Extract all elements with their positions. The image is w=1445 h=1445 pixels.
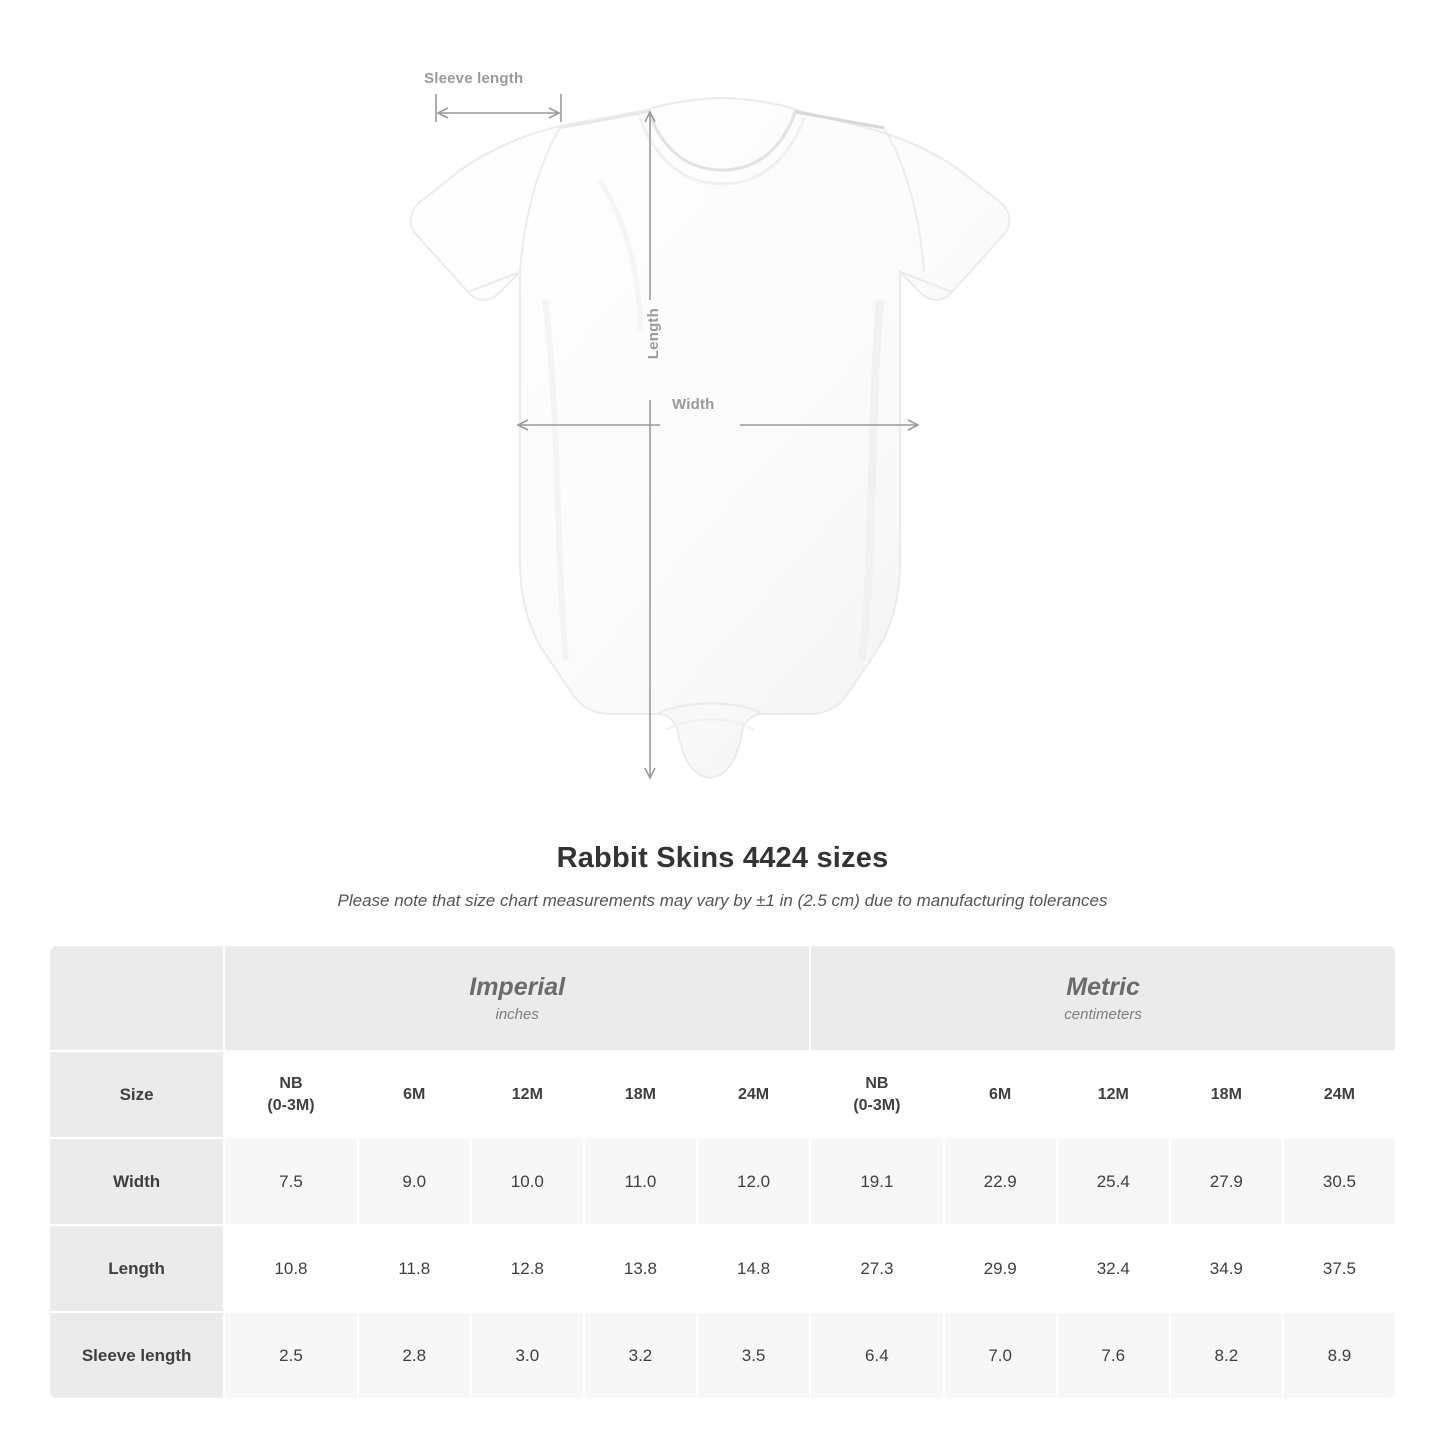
cell-length-imperial-nb: 10.8 bbox=[224, 1225, 357, 1312]
col-header-label: 12M bbox=[1097, 1085, 1129, 1103]
row-label-length: Length bbox=[49, 1225, 224, 1312]
unit-name-metric: Metric bbox=[1066, 972, 1140, 1001]
unit-sub-imperial: inches bbox=[495, 1006, 539, 1024]
row-label-width: Width bbox=[49, 1138, 224, 1225]
col-header-label: 12M bbox=[511, 1085, 543, 1103]
cell-sleeve-metric-nb: 6.4 bbox=[810, 1312, 943, 1399]
size-table bbox=[48, 944, 1397, 1400]
cell-width-metric-24m: 30.5 bbox=[1283, 1138, 1396, 1225]
col-header-imperial-6m bbox=[358, 1051, 471, 1138]
sleeve-dimension-line bbox=[436, 94, 561, 122]
cell-length-metric-24m: 37.5 bbox=[1283, 1225, 1396, 1312]
cell-sleeve-metric-6m: 7.0 bbox=[944, 1312, 1057, 1399]
col-header-label: 24M bbox=[738, 1085, 770, 1103]
size-header-row bbox=[49, 1051, 1396, 1138]
row-label-sleeve-length: Sleeve length bbox=[49, 1312, 224, 1399]
col-header-label: 6M bbox=[989, 1085, 1012, 1103]
size-table-wrapper bbox=[48, 944, 1397, 1400]
table-corner-cell bbox=[49, 945, 224, 1051]
length-label: Length bbox=[645, 308, 662, 360]
cell-length-imperial-6m: 11.8 bbox=[358, 1225, 471, 1312]
cell-sleeve-metric-24m: 8.9 bbox=[1283, 1312, 1396, 1399]
tolerance-note: Please note that size chart measurements may vary by ±1 in (2.5 cm) due to manufacturing tolerances bbox=[337, 891, 1108, 910]
unit-group-metric bbox=[810, 945, 1396, 1051]
col-header-metric-18m bbox=[1170, 1051, 1283, 1138]
cell-sleeve-imperial-24m: 3.5 bbox=[697, 1312, 810, 1399]
col-header-metric-6m bbox=[944, 1051, 1057, 1138]
cell-width-metric-6m: 22.9 bbox=[944, 1138, 1057, 1225]
unit-header-row bbox=[49, 945, 1396, 1051]
col-header-label: 6M bbox=[403, 1085, 426, 1103]
col-header-imperial-24m bbox=[697, 1051, 810, 1138]
title-block bbox=[0, 842, 1445, 911]
cell-length-metric-6m: 29.9 bbox=[944, 1225, 1057, 1312]
table-row bbox=[49, 1312, 1396, 1399]
col-header-label: 18M bbox=[1210, 1085, 1242, 1103]
table-row bbox=[49, 1225, 1396, 1312]
col-header-sub: (0-3M) bbox=[853, 1096, 901, 1114]
cell-width-imperial-24m: 12.0 bbox=[697, 1138, 810, 1225]
col-header-imperial-nb bbox=[224, 1051, 357, 1138]
cell-sleeve-imperial-12m: 3.0 bbox=[471, 1312, 584, 1399]
col-header-sub: (0-3M) bbox=[267, 1096, 315, 1114]
cell-width-imperial-nb: 7.5 bbox=[224, 1138, 357, 1225]
cell-width-metric-nb: 19.1 bbox=[810, 1138, 943, 1225]
row-label-header: Size bbox=[49, 1051, 224, 1138]
cell-sleeve-imperial-6m: 2.8 bbox=[358, 1312, 471, 1399]
cell-length-metric-12m: 32.4 bbox=[1057, 1225, 1170, 1312]
cell-width-imperial-6m: 9.0 bbox=[358, 1138, 471, 1225]
cell-length-imperial-24m: 14.8 bbox=[697, 1225, 810, 1312]
cell-width-imperial-18m: 11.0 bbox=[584, 1138, 697, 1225]
table-row bbox=[49, 1138, 1396, 1225]
width-label: Width bbox=[672, 396, 715, 413]
unit-group-imperial bbox=[224, 945, 810, 1051]
cell-sleeve-metric-12m: 7.6 bbox=[1057, 1312, 1170, 1399]
col-header-metric-nb bbox=[810, 1051, 943, 1138]
cell-sleeve-imperial-18m: 3.2 bbox=[584, 1312, 697, 1399]
unit-sub-metric: centimeters bbox=[1064, 1006, 1142, 1024]
cell-width-metric-18m: 27.9 bbox=[1170, 1138, 1283, 1225]
col-header-imperial-18m bbox=[584, 1051, 697, 1138]
cell-length-imperial-18m: 13.8 bbox=[584, 1225, 697, 1312]
col-header-label: NB bbox=[279, 1074, 303, 1092]
unit-name-imperial: Imperial bbox=[469, 972, 566, 1001]
bodysuit-body bbox=[411, 98, 1010, 778]
cell-width-imperial-12m: 10.0 bbox=[471, 1138, 584, 1225]
cell-length-metric-18m: 34.9 bbox=[1170, 1225, 1283, 1312]
cell-length-imperial-12m: 12.8 bbox=[471, 1225, 584, 1312]
cell-width-metric-12m: 25.4 bbox=[1057, 1138, 1170, 1225]
page-title: Rabbit Skins 4424 sizes bbox=[556, 842, 889, 874]
col-header-imperial-12m bbox=[471, 1051, 584, 1138]
cell-sleeve-imperial-nb: 2.5 bbox=[224, 1312, 357, 1399]
cell-sleeve-metric-18m: 8.2 bbox=[1170, 1312, 1283, 1399]
cell-length-metric-nb: 27.3 bbox=[810, 1225, 943, 1312]
col-header-metric-24m bbox=[1283, 1051, 1396, 1138]
col-header-label: NB bbox=[865, 1074, 889, 1092]
col-header-label: 18M bbox=[624, 1085, 656, 1103]
sleeve-length-label: Sleeve length bbox=[424, 70, 524, 87]
col-header-label: 24M bbox=[1323, 1085, 1355, 1103]
col-header-metric-12m bbox=[1057, 1051, 1170, 1138]
